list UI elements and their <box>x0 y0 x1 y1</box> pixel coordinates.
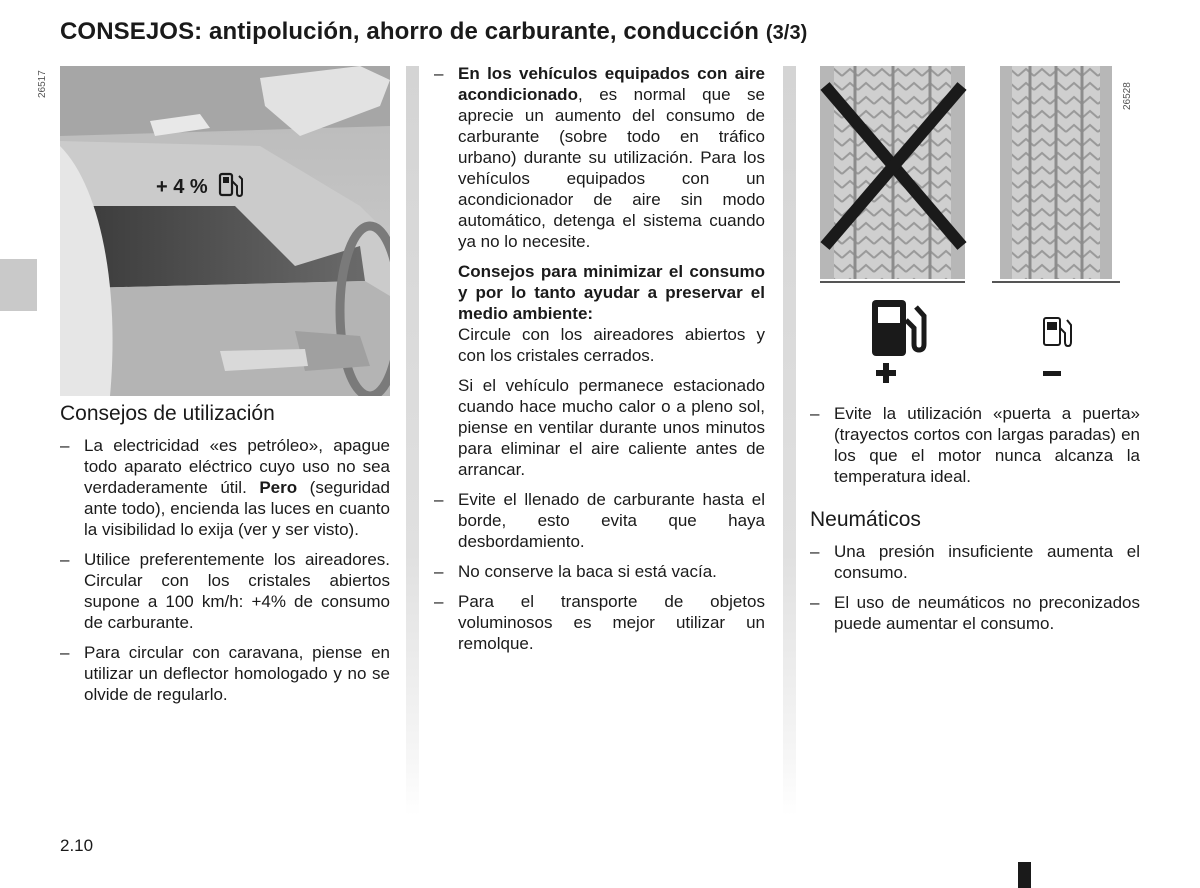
list-item: – El uso de neumáticos no preconizados puede aumentar el consumo. <box>810 593 1140 633</box>
parked-paragraph: Si el vehículo permanece estacionado cuando hace mucho calor o a pleno sol, piense en ventilar durante unos minutos para eliminar el aire caliente antes de arrancar. <box>458 376 765 479</box>
list-item: – Para circular con caravana, piense en utilizar un deflector homologado y no se olvide de regularlo. <box>60 643 390 704</box>
page-title: CONSEJOS: antipolución, ahorro de carburante, conducción (3/3) <box>60 18 808 45</box>
chapter-tab <box>0 259 37 311</box>
fuel-pump-icon <box>218 172 244 198</box>
tyre-pressure-illustration <box>810 66 1140 396</box>
window-open-illustration <box>60 66 390 401</box>
fuel-pump-large-icon <box>872 300 924 356</box>
column-separator <box>406 66 419 816</box>
list-item: – La electricidad «es petróleo», apague todo aparato eléctrico cuyo uso no sea verdaderamente útil. Pero (seguridad ante todo), encienda las luces en cuanto la visibilidad lo exija (ver y ser visto). <box>60 436 390 539</box>
list-item: – No conserve la baca si está vacía. <box>434 562 717 581</box>
page-title-suffix: (3/3) <box>765 22 808 44</box>
figure-code-right: 26528 <box>1122 82 1133 110</box>
plus-icon <box>876 363 896 383</box>
fuel-pump-small-icon <box>1044 318 1071 346</box>
list-item: – Evite el llenado de carburante hasta el borde, esto evita que haya desbordamiento. <box>434 490 765 551</box>
list-item: – En los vehículos equipados con aire acondicionado, es normal que se aprecie un aumento del consumo de carburante (sobre todo en tráfico urbano) durante su utilización. Para los vehículos equipados con un acondicionador de aire sin modo automático, detenga el sistema cuando ya no lo necesite. <box>434 64 765 251</box>
correct-tyre <box>992 66 1120 282</box>
page-edge-marker <box>1018 862 1031 888</box>
tyres-heading: Neumáticos <box>810 508 921 531</box>
tips-heading: Consejos para minimizar el consumo y por lo tanto ayudar a preservar el medio ambiente: <box>458 262 765 323</box>
minus-icon <box>1043 371 1061 376</box>
middle-column <box>434 63 765 663</box>
figure-code-left: 26517 <box>37 70 48 98</box>
list-item: – Una presión insuficiente aumenta el consumo. <box>810 542 1140 582</box>
tips-paragraph: Consejos para minimizar el consumo y por lo tanto ayudar a preservar el medio ambiente: Circule con los aireadores abiertos y con los cristales cerrados. <box>458 262 765 365</box>
list-item: – Evite la utilización «puerta a puerta» (trayectos cortos con largas paradas) en los que el motor nunca alcanza la temperatura ideal. <box>810 404 1140 486</box>
list-item: – Utilice preferentemente los aireadores. Circular con los cristales abiertos supone a 100 km/h: +4% de consumo de carburante. <box>60 550 390 632</box>
column-separator <box>783 66 796 816</box>
left-column <box>60 401 390 714</box>
usage-tips-heading: Consejos de utilización <box>60 402 275 425</box>
list-item: – Para el transporte de objetos voluminosos es mejor utilizar un remolque. <box>434 592 765 653</box>
page-number: 2.10 <box>60 836 94 855</box>
right-column <box>810 403 1140 643</box>
consumption-increase-label: + 4 % <box>156 176 208 198</box>
